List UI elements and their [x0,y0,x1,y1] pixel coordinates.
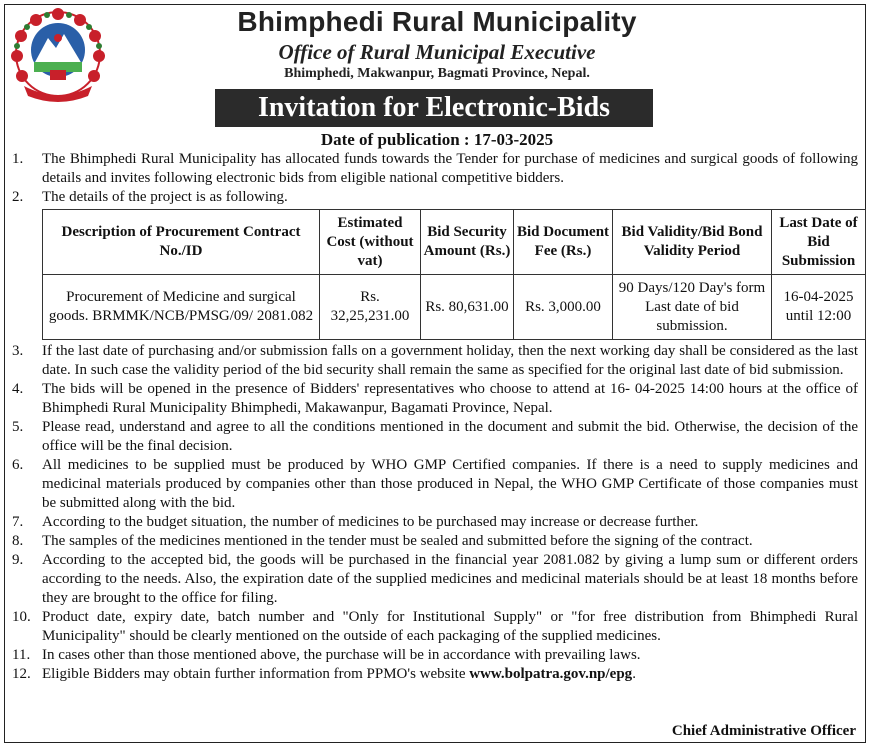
cell-estimated-cost: Rs. 32,25,231.00 [320,275,421,340]
list-item [12,380,858,418]
item-number: 7. [12,514,24,530]
item-number: 1. [12,151,24,167]
item-number: 6. [12,457,24,473]
cell-document-fee: Rs. 3,000.00 [514,275,613,340]
item-number: 11. [12,647,31,663]
cell-validity: 90 Days/120 Day's form Last date of bid submission. [613,275,772,340]
item-text: The details of the project is as following. [42,189,288,205]
item-text: The bids will be opened in the presence of Bidders' representatives who choose to attend at 16- 04-2025 14:00 hours at the office of Bhimphedi Rural Municipality Bhimphedi, Makawanpur, Bagamati Province, Nepal. [42,381,858,416]
header-validity: Bid Validity/Bid Bond Validity Period [613,210,772,275]
list-item [12,665,858,684]
table-header-row [43,210,866,275]
office-address: Bhimphedi, Makwanpur, Bagmati Province, Nepal. [284,66,590,81]
item-text: The Bhimphedi Rural Municipality has allocated funds towards the Tender for purchase of medicines and surgical goods of following details and invites following electronic bids from eligible national competitive bidders. [42,151,858,186]
project-details-table [42,209,866,340]
list-item [12,418,858,456]
item-number: 9. [12,552,24,568]
cell-bid-security: Rs. 80,631.00 [421,275,514,340]
item-text: Product date, expiry date, batch number and "Only for Institutional Supply" or "for free distribution from Bhimphedi Rural Municipality" should be clearly mentioned on the outside of each packaging of the supplied medicines. [42,609,858,644]
item-number: 10. [12,609,31,625]
list-item [12,608,858,646]
list-item [12,150,858,188]
item-text [42,665,858,684]
header-description: Description of Procurement Contract No./ID [43,210,320,275]
header-bid-security: Bid Security Amount (Rs.) [421,210,514,275]
municipality-title: Bhimphedi Rural Municipality [237,6,637,37]
cell-last-date: 16-04-2025 until 12:00 [772,275,866,340]
list-item [12,532,858,551]
item-number: 5. [12,419,24,435]
signatory-title: Chief Administrative Officer [671,723,856,739]
conditions-list [12,150,858,684]
list-item [12,342,858,380]
header-last-date: Last Date of Bid Submission [772,210,866,275]
item-text: According to the budget situation, the number of medicines to be purchased may increase or decrease further. [42,514,699,530]
list-item [12,513,858,532]
header-estimated-cost: Estimated Cost (without vat) [320,210,421,275]
header-document-fee: Bid Document Fee (Rs.) [514,210,613,275]
office-name: Office of Rural Municipal Executive [278,40,596,64]
item-text: Please read, understand and agree to all the conditions mentioned in the document and submit the bid. Otherwise, the decision of the office will be the final decision. [42,419,858,454]
item-text-lead: Eligible Bidders may obtain further information from PPMO's website [42,666,470,682]
item-number: 2. [12,189,24,205]
item-text: The samples of the medicines mentioned in the tender must be sealed and submitted before the signing of the contract. [42,533,753,549]
list-item [12,188,858,207]
item-text: If the last date of purchasing and/or submission falls on a government holiday, then the next working day shall be considered as the last date. In such case the validity period of the bid security shall remain the same as specified for the original last date of bid submission. [42,343,858,378]
list-item [12,646,858,665]
item-text-end: . [632,666,636,682]
item-text: All medicines to be supplied must be produced by WHO GMP Certified companies. If there is a need to supply medicines and medicinal materials produced by companies other than those produced in Nepal, the WHO GMP Certificate of those companies must be submitted along with the bid. [42,457,858,511]
item-number: 12. [12,666,31,682]
item-number: 4. [12,381,24,397]
table-row [43,275,866,340]
item-number: 3. [12,343,24,359]
notice-banner: Invitation for Electronic-Bids [215,89,653,127]
list-item [12,551,858,608]
publication-date: Date of publication : 17-03-2025 [320,130,554,149]
item-text: According to the accepted bid, the goods will be purchased in the financial year 2081.082 by giving a lump sum or different orders according to the needs. Also, the expiration date of the supplied medicines and medicinal materials should be at least 18 months before they are brought to the office for filing. [42,552,858,606]
item-number: 8. [12,533,24,549]
list-item [12,456,858,513]
cell-description: Procurement of Medicine and surgical goods. BRMMK/NCB/PMSG/09/ 2081.082 [43,275,320,340]
ppmo-website-link[interactable]: www.bolpatra.gov.np/epg [469,666,633,682]
item-text: In cases other than those mentioned above, the purchase will be in accordance with prevailing laws. [42,647,641,663]
